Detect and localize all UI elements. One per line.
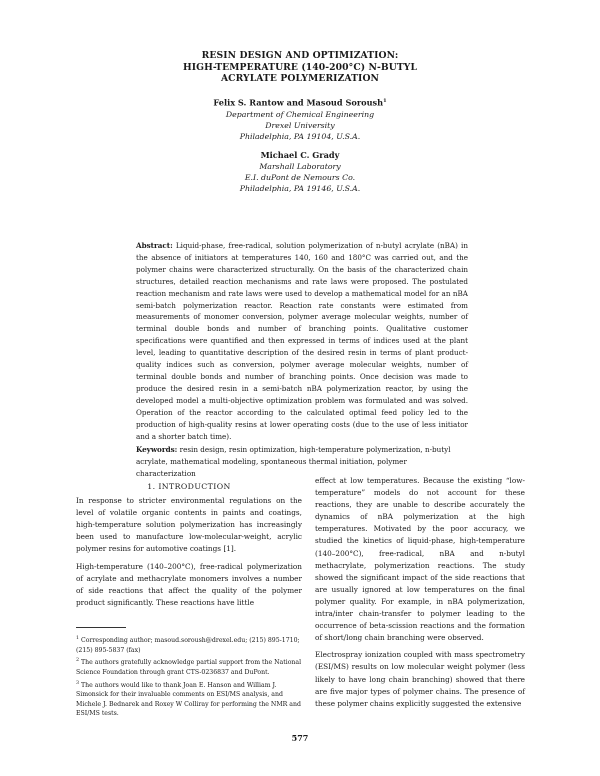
lab: Marshall Laboratory xyxy=(259,162,341,171)
author-block-2 xyxy=(0,150,600,194)
author-names: Felix S. Rantow and Masoud Soroush$^1$ xyxy=(213,97,387,108)
footnote-2: $^2$ The authors gratefully acknowledge partial support from the National Science Foundation through grant CTS-0236837 and DuPont. xyxy=(76,658,302,676)
city: Philadelphia, PA 19104, U.S.A. xyxy=(239,131,361,141)
city-2: Philadelphia, PA 19146, U.S.A. xyxy=(239,184,361,193)
intro-paragraph-4: Electrospray ionization coupled with mass spectrometry (ESI/MS) results on low molecular weight polymer (less likely to have long chain branching) showed that there are five major types of polymer chains. The presence of these polymer chains explicitly suggested the extensive xyxy=(315,650,525,708)
intro-paragraph-2: High-temperature (140–200°C), free-radical polymerization of acrylate and methacrylate monomers involves a number of side reactions that affect the quality of the polymer product significantly. These reactions have little xyxy=(76,561,302,607)
intro-paragraph-1: In response to stricter environmental regulations on the level of volatile organic contents in paints and coatings, high-temperature solution polymerization has increasingly been used to manufacture low-molecular-weight, acrylic polymer resins for automotive coatings [1]. xyxy=(76,496,302,554)
keywords-text: resin design, resin optimization, high-temperature polymerization, n-butyl acrylate, mathematical modeling, spontaneous thermal initiation, polymer characterization xyxy=(136,445,451,478)
abstract xyxy=(136,240,468,442)
title-line-1: RESIN DESIGN AND OPTIMIZATION: xyxy=(201,50,399,61)
left-column xyxy=(76,475,302,614)
title-line-2: HIGH-TEMPERATURE (140-200°C) N-BUTYL xyxy=(182,61,418,73)
author-name-2: Michael C. Grady xyxy=(260,150,340,160)
section-heading: 1. INTRODUCTION xyxy=(147,482,231,491)
company: E.I. duPont de Nemours Co. xyxy=(244,173,356,182)
department: Department of Chemical Engineering xyxy=(225,109,375,119)
title-line-3: ACRYLATE POLYMERIZATION xyxy=(220,73,380,84)
abstract-text: Liquid-phase, free-radical, solution polymerization of n-butyl acrylate (nBA) in the absence of initiators at temperatures 140, 160 and 180°C was carried out, and the polymer chains were characterized structurally. On the basis of the characterized chain structures, detailed reaction mechanisms and rate laws were proposed. The postulated reaction mechanism and rate laws were used to develop a mathematical model for an nBA semi-batch polymerization reactor. Reaction rate constants were estimated from measurements of monomer conversion, polymer average molecular weights, number of terminal double bonds and number of branching points. Qualitative customer specifications were quantified and then expressed in terms of indices used at the plant level, leading to quantitative description of the desired resin in terms of plant product-quality indices such as conversion, polymer average molecular weights, number of terminal double bonds and number of branching points. Once decision was made to produce the desired resin in a semi-batch nBA polymerization reactor, by using the developed model a multi-objective optimization problem was formulated and was solved. Operation of the reactor according to the calculated optimal feed policy led to the production of high-quality resins at lower operating costs (due to the use of less initiator and a shorter batch time). xyxy=(136,241,468,441)
abstract-label: Abstract: xyxy=(136,241,173,250)
keywords-label: Keywords: xyxy=(136,445,178,454)
right-column xyxy=(315,475,525,715)
intro-paragraph-3: effect at low temperatures. Because the existing “low-temperature” models do not account for these reactions, they are unable to describe accurately the dynamics of nBA polymerization at the high temperatures. Motivated by the poor accuracy, we studied the kinetics of liquid-phase, high-temperature (140–200°C), free-radical, nBA and n-butyl methacrylate, polymerization reactions. The study showed the significant impact of the side reactions that are usually ignored at low temperatures on the final polymer quality. For example, in nBA polymerization, intra/inter chain-transfer to polymer leading to the occurrence of beta-scission reactions and the formation of short/long chain branching were observed. xyxy=(315,476,525,643)
footnote-1: $^1$ Corresponding author; masoud.soroush@drexel.edu; (215) 895-1710; (215) 895-5837 (fax) xyxy=(76,636,300,654)
university: Drexel University xyxy=(265,120,335,130)
footnote-3: $^3$ The authors would like to thank Joan E. Hanson and William J. Simonsick for their invaluable comments on ESI/MS analysis, and Michele J. Bednarek and Roxey W Colliray for performing the NMR and ESI/MS tests. xyxy=(76,680,301,718)
footnote-divider xyxy=(76,627,126,628)
footnotes xyxy=(76,634,302,720)
page-number: 577 xyxy=(291,733,309,743)
author-block-1 xyxy=(0,96,600,142)
paper-title xyxy=(0,50,600,85)
